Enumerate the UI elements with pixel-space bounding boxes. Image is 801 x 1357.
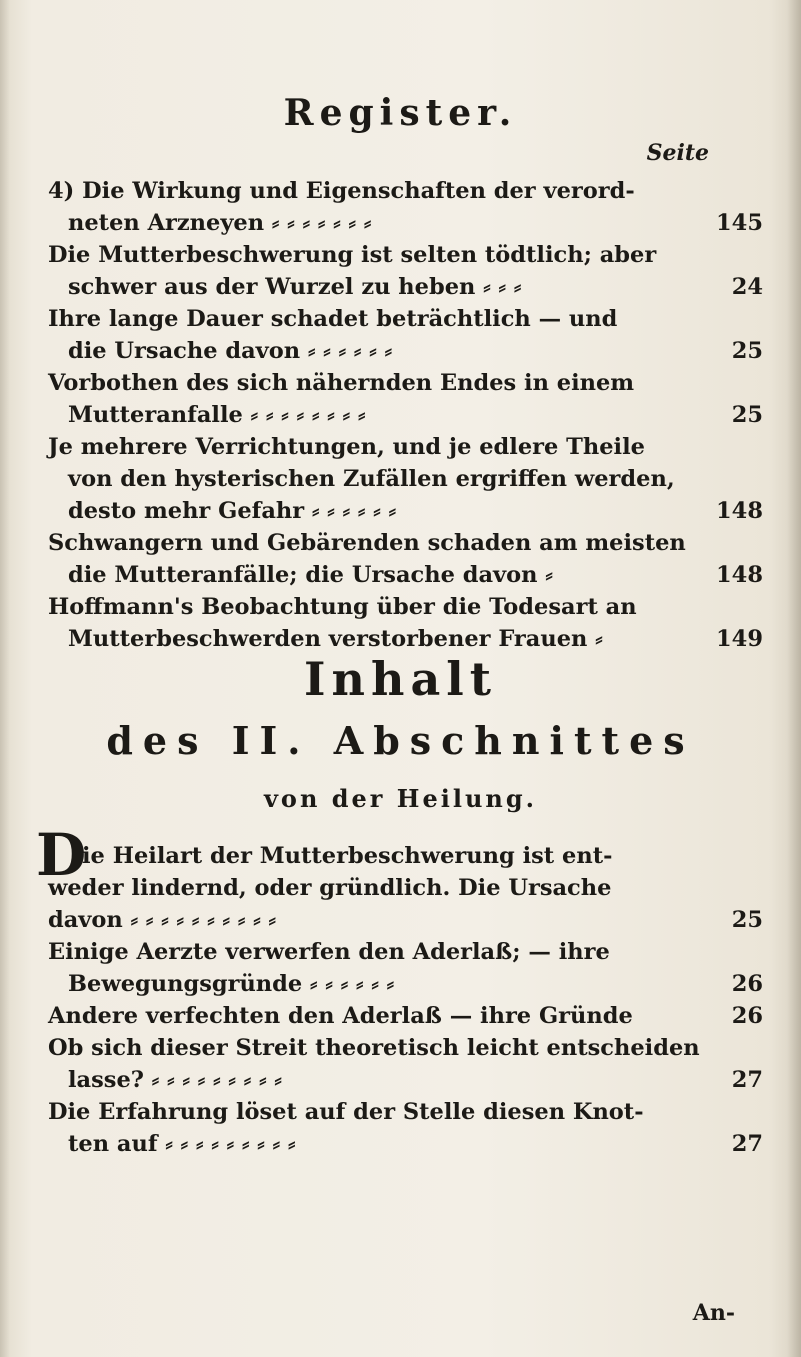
entry-line: Die Mutterbeschwerung ist selten tödtlich; aber xyxy=(48,242,657,268)
entry-line: Ihre lange Dauer schadet beträchtlich — und xyxy=(48,306,618,332)
entry-line: Mutterbeschwerden verstorbener Frauen ⸗ 149 xyxy=(68,626,763,652)
entry-line: Schwangern und Gebärenden schaden am meisten xyxy=(48,530,686,556)
entry-line: ie Heilart der Mutterbeschwerung ist ent- xyxy=(82,843,613,869)
entry-line: desto mehr Gefahr ⸗ ⸗ ⸗ ⸗ ⸗ ⸗ 148 xyxy=(68,498,763,524)
entry-line: Einige Aerzte verwerfen den Aderlaß; — ihre xyxy=(48,939,610,965)
column-label-page: Seite xyxy=(646,140,709,166)
section-heading-abschnitt: des II. Abschnittes xyxy=(106,718,695,763)
entry-line: lasse? ⸗ ⸗ ⸗ ⸗ ⸗ ⸗ ⸗ ⸗ ⸗ 27 xyxy=(68,1067,763,1093)
section-heading-inhalt: Inhalt xyxy=(304,652,497,706)
entry-line: Andere verfechten den Aderlaß — ihre Gründe 26 xyxy=(48,1003,763,1029)
entry-line: neten Arzneyen ⸗ ⸗ ⸗ ⸗ ⸗ ⸗ ⸗ 145 xyxy=(68,210,763,236)
entry-line: Ob sich dieser Streit theoretisch leicht entscheiden xyxy=(48,1035,700,1061)
catchword: An- xyxy=(692,1300,735,1326)
entry-line: Vorbothen des sich nähernden Endes in einem xyxy=(48,370,635,396)
entry-line: von den hysterischen Zufällen ergriffen werden, xyxy=(68,466,675,492)
entry-line: die Mutteranfälle; die Ursache davon ⸗ 148 xyxy=(68,562,763,588)
entry-line: Mutteranfalle ⸗ ⸗ ⸗ ⸗ ⸗ ⸗ ⸗ ⸗ 25 xyxy=(68,402,763,428)
entry-line: weder lindernd, oder gründlich. Die Ursache xyxy=(48,875,612,901)
entry-line: 4) Die Wirkung und Eigenschaften der verord- xyxy=(48,178,635,204)
entry-line: die Ursache davon ⸗ ⸗ ⸗ ⸗ ⸗ ⸗ 25 xyxy=(68,338,763,364)
entry-line: Die Erfahrung löset auf der Stelle diesen Knot- xyxy=(48,1099,644,1125)
entry-line: Je mehrere Verrichtungen, und je edlere Theile xyxy=(48,434,645,460)
register-entries-bottom xyxy=(48,840,763,1160)
entry-line: davon ⸗ ⸗ ⸗ ⸗ ⸗ ⸗ ⸗ ⸗ ⸗ ⸗ 25 xyxy=(48,907,763,933)
section-subheading: von der Heilung. xyxy=(263,784,538,813)
register-entries-top xyxy=(48,175,763,655)
entry-line: Bewegungsgründe ⸗ ⸗ ⸗ ⸗ ⸗ ⸗ 26 xyxy=(68,971,763,997)
entry-line: schwer aus der Wurzel zu heben ⸗ ⸗ ⸗ 24 xyxy=(68,274,763,300)
running-head: Register. xyxy=(283,92,518,134)
drop-capital: D xyxy=(36,821,87,889)
entry-line: Hoffmann's Beobachtung über die Todesart an xyxy=(48,594,637,620)
entry-line: ten auf ⸗ ⸗ ⸗ ⸗ ⸗ ⸗ ⸗ ⸗ ⸗ 27 xyxy=(68,1131,763,1157)
